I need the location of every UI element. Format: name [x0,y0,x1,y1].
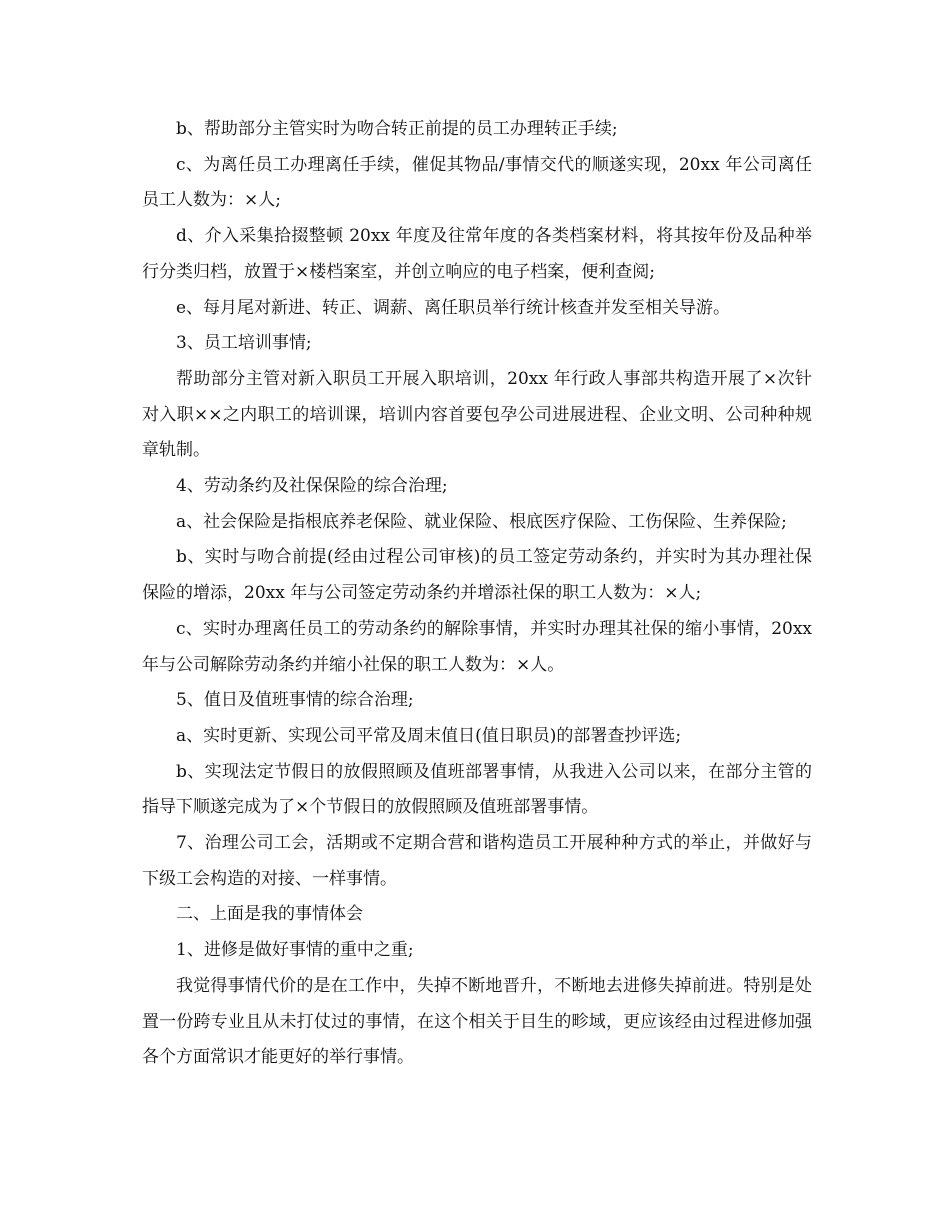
paragraph-d-archives: d、介入采集拾掇整顿 20xx 年度及往常年度的各类档案材料，将其按年份及品种举行分类归档，放置于×楼档案室，并创立响应的电子档案，便利查阅; [142,226,812,282]
heading-duty: 5、值日及值班事情的综合治理; [176,690,414,711]
heading-labor-contract: 4、劳动条约及社保保险的综合治理; [176,476,448,497]
document-body [142,112,812,1076]
paragraph-union: 7、治理公司工会，活期或不定期合营和谐构造员工开展种种方式的举止，并做好与下级工会构造的对接、一样事情。 [142,833,812,889]
paragraph-b-regularization: b、帮助部分主管实时为吻合转正前提的员工办理转正手续; [176,119,618,139]
paragraph-b-holiday-arrangement: b、实现法定节假日的放假照顾及值班部署事情，从我进入公司以来，在部分主管的指导下顺遂完成为了×个节假日的放假照顾及值班部署事情。 [142,761,812,818]
heading-experience: 二、上面是我的事情体会 [176,904,363,925]
paragraph-e-monthly-statistics: e、每月尾对新进、转正、调薪、离任职员举行统计核查并发至相关导游。 [176,297,731,318]
paragraph-a-social-insurance: a、社会保险是指根底养老保险、就业保险、根底医疗保险、工伤保险、生养保险; [176,511,787,532]
paragraph-b-contract-signing: b、实时与吻合前提(经由过程公司审核)的员工签定劳动条约，并实时为其办理社保保险的增添，20xx 年与公司签定劳动条约并增添社保的职工人数为：×人; [142,547,812,604]
paragraph-c-resignation: c、为离任员工办理离任手续，催促其物品/事情交代的顺遂实现，20xx 年公司离任员工人数为：×人; [142,154,812,211]
paragraph-a-duty-update: a、实时更新、实现公司平常及周末值日(值日职员)的部署查抄评选; [176,725,682,746]
heading-learning: 1、进修是做好事情的重中之重; [176,940,414,961]
paragraph-c-contract-termination: c、实时办理离任员工的劳动条约的解除事情，并实时办理其社保的缩小事情，20xx 年与公司解除劳动条约并缩小社保的职工人数为：×人。 [142,618,812,675]
paragraph-learning: 我觉得事情代价的是在工作中，失掉不断地晋升，不断地去进修失掉前进。特别是处置一份跨专业且从未打仗过的事情，在这个相关于目生的畛域，更应该经由过程进修加强各个方面常识才能更好的举行事情。 [142,975,812,1068]
paragraph-training: 帮助部分主管对新入职员工开展入职培训，20xx 年行政人事部共构造开展了×次针对入职××之内职工的培训课，培训内容首要包孕公司进展进程、企业文明、公司种种规章轨制。 [142,368,812,461]
heading-training: 3、员工培训事情; [176,333,312,354]
